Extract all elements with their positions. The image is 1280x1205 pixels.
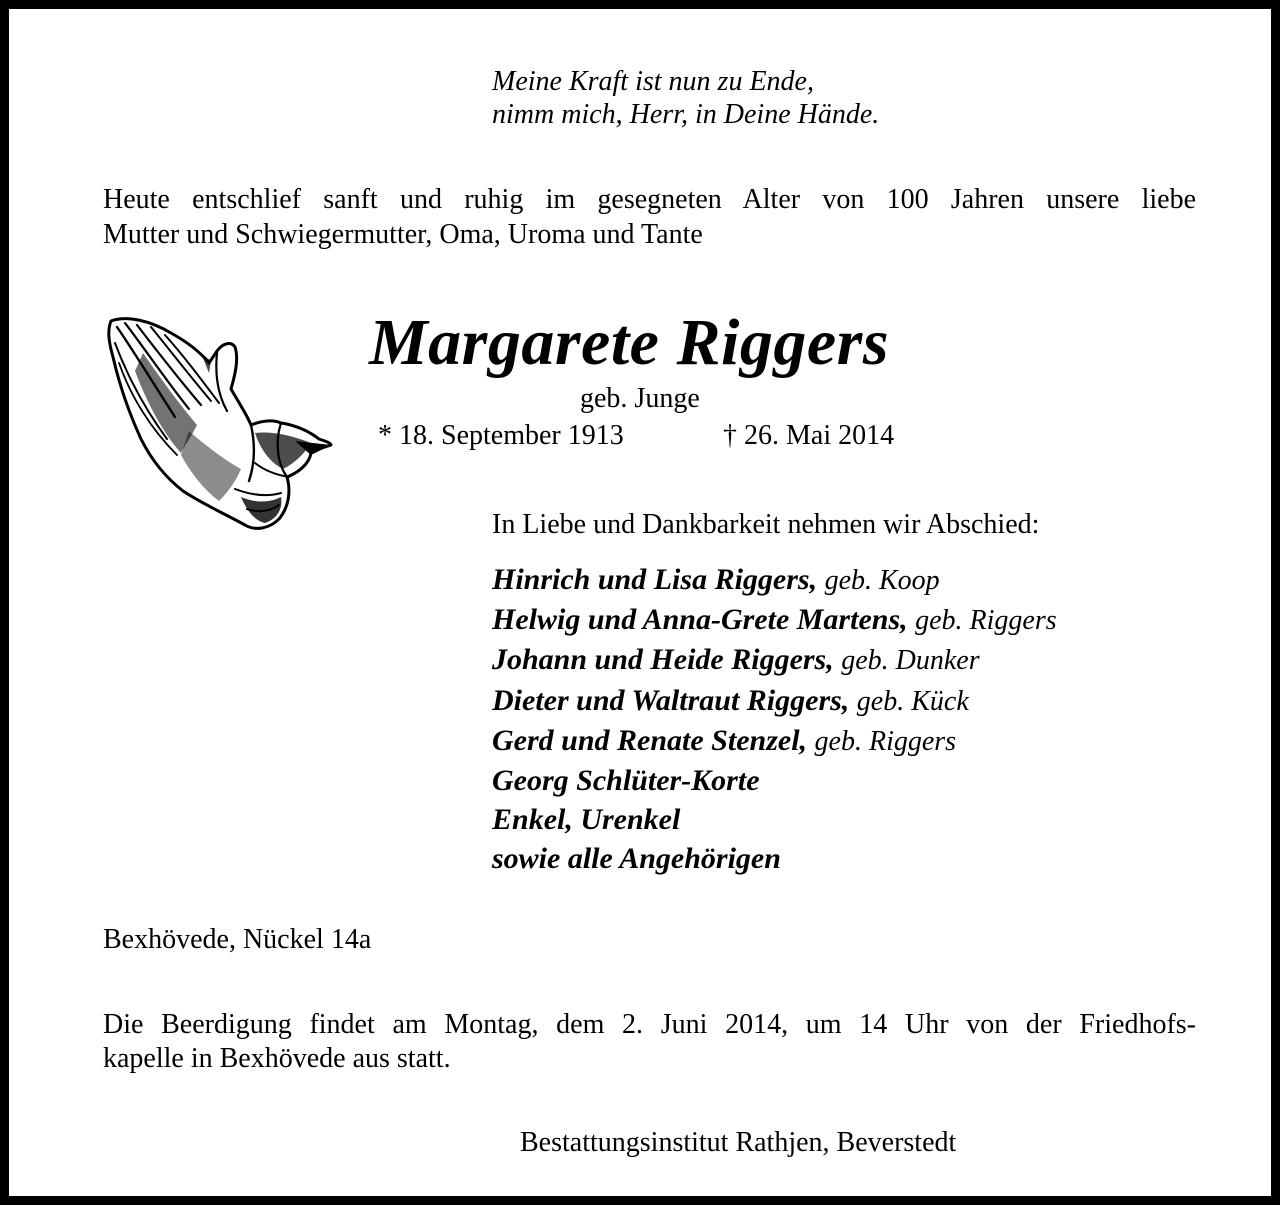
list-item bbox=[492, 839, 1057, 878]
mourner-name: Johann und Heide Riggers, bbox=[492, 643, 834, 677]
undertaker: Bestattungsinstitut Rathjen, Beverstedt bbox=[520, 1127, 957, 1158]
list-item bbox=[492, 721, 1057, 761]
list-item bbox=[492, 761, 1057, 800]
mourner-maiden-name: geb. Riggers bbox=[915, 605, 1057, 637]
deceased-name: Margarete Riggers bbox=[369, 306, 889, 379]
intro-line-1: Heute entschlief sanft und ruhig im gesegneten Alter von 100 Jahren unsere liebe bbox=[103, 184, 1196, 215]
mourner-name: Georg Schlüter-Korte bbox=[492, 764, 760, 798]
address: Bexhövede, Nückel 14a bbox=[103, 924, 372, 955]
mourner-name: Enkel, Urenkel bbox=[492, 803, 681, 837]
praying-hands-icon bbox=[105, 313, 333, 535]
intro-text bbox=[103, 182, 1196, 252]
funeral-line-2: kapelle in Bexhövede aus statt. bbox=[103, 1043, 451, 1074]
mourner-name: Hinrich und Lisa Riggers, bbox=[492, 563, 818, 596]
mourner-name: sowie alle Angehörigen bbox=[492, 842, 781, 876]
mourner-maiden-name: geb. Kück bbox=[856, 685, 969, 717]
death-date: † 26. Mai 2014 bbox=[723, 420, 895, 451]
intro-line-2: Mutter und Schwiegermutter, Oma, Uroma und Tante bbox=[103, 219, 703, 250]
mourner-maiden-name: geb. Dunker bbox=[841, 645, 980, 677]
funeral-line-1: Die Beerdigung findet am Montag, dem 2. Juni 2014, um 14 Uhr von der Friedhofs- bbox=[103, 1009, 1196, 1040]
list-item bbox=[492, 560, 1057, 600]
maiden-name: geb. Junge bbox=[580, 383, 700, 414]
funeral-info bbox=[103, 1008, 1196, 1076]
mourner-maiden-name: geb. Koop bbox=[824, 565, 940, 596]
mourner-maiden-name: geb. Riggers bbox=[814, 725, 957, 757]
farewell-text: In Liebe und Dankbarkeit nehmen wir Abschied: bbox=[492, 509, 1040, 540]
mourner-name: Dieter und Waltraut Riggers, bbox=[492, 683, 850, 717]
mourners-list bbox=[492, 560, 1057, 879]
list-item bbox=[492, 600, 1057, 640]
motto-line-1: Meine Kraft ist nun zu Ende, bbox=[492, 66, 814, 97]
motto-verse bbox=[492, 65, 879, 131]
motto-line-2: nimm mich, Herr, in Deine Hände. bbox=[492, 99, 880, 130]
list-item bbox=[492, 681, 1057, 721]
mourner-name: Gerd und Renate Stenzel, bbox=[492, 723, 808, 757]
birth-date: * 18. September 1913 bbox=[378, 420, 624, 451]
list-item bbox=[492, 640, 1057, 680]
list-item bbox=[492, 800, 1057, 839]
mourner-name: Helwig und Anna-Grete Martens, bbox=[492, 603, 908, 637]
